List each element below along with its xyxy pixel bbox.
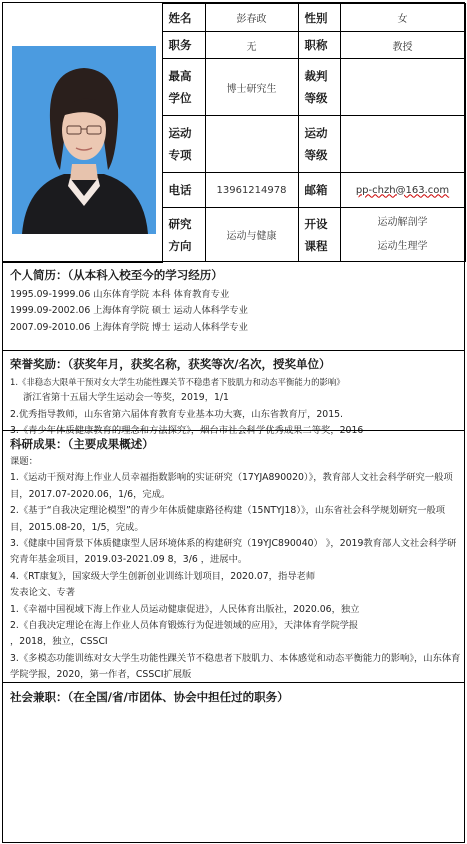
resume-item: 1999.09-2002.06 上海体育学院 硕士 运动人体科学专业 bbox=[10, 305, 248, 317]
cv-form bbox=[2, 2, 465, 843]
research-item: 课题： bbox=[10, 456, 38, 467]
resume-title: 个人简历：（从本科入校至今的学习经历） bbox=[10, 268, 223, 282]
courses-label: 开设 课程 bbox=[298, 208, 340, 262]
awards-section bbox=[3, 350, 465, 437]
research-item: 3.《健康中国背景下体质健康型人居环境体系的构建研究（19YJC890040） 》，2019教育部人文社会科学研究青年基金项目，2019.03-2021.09 8，3/6 ，进展中。 bbox=[10, 538, 457, 566]
title-value: 教授 bbox=[340, 32, 465, 59]
research-item: 1.《幸福中国视域下海上作业人员运动健康促进》，人民体育出版社，2020.06，独立 bbox=[10, 603, 360, 615]
gender-value: 女 bbox=[340, 4, 465, 32]
research-item: ，2018，独立，CSSCI bbox=[10, 636, 108, 648]
position-label: 职务 bbox=[162, 32, 205, 59]
research-item: 4.《RT康复》，国家级大学生创新创业训练计划项目，2020.07，指导老师 bbox=[10, 570, 316, 582]
research-item: 1.《运动干预对海上作业人员幸福指数影响的实证研究（17YJA890020）》，教育部人文社会科学研究一般项目，2017.07-2020.06，1/6，完成。 bbox=[10, 472, 453, 500]
research-section bbox=[3, 430, 465, 683]
research-direction-value: 运动与健康 bbox=[205, 208, 298, 262]
research-direction-label: 研究 方向 bbox=[162, 208, 205, 262]
award-item: 2.优秀指导教师，山东省第六届体育教育专业基本功大赛，山东省教育厅，2015. bbox=[10, 408, 343, 420]
phone-value: 13961214978 bbox=[205, 173, 298, 208]
referee-value bbox=[340, 59, 465, 116]
degree-label: 最高 学位 bbox=[162, 59, 205, 116]
degree-value: 博士研究生 bbox=[205, 59, 298, 116]
courses-value: 运动解剖学 运动生理学 bbox=[340, 208, 465, 262]
referee-label: 裁判 等级 bbox=[298, 59, 340, 116]
athlete-value bbox=[340, 116, 465, 173]
award-item: 浙江省第十五届大学生运动会一等奖，2019，1/1 bbox=[23, 392, 229, 404]
name-label: 姓名 bbox=[162, 4, 205, 32]
resume-item: 1995.09-1999.06 山东体育学院 本科 体育教育专业 bbox=[10, 289, 230, 300]
portrait-photo bbox=[12, 46, 156, 234]
email-label: 邮箱 bbox=[298, 173, 340, 208]
email-value[interactable]: pp-chzh@163.com bbox=[340, 173, 465, 208]
name-value: 彭春政 bbox=[205, 4, 298, 32]
research-item: 2.《自我决定理论在海上作业人员体育锻炼行为促进领域的应用》，天津体育学院学报 bbox=[10, 620, 359, 632]
position-value: 无 bbox=[205, 32, 298, 59]
phone-label: 电话 bbox=[162, 173, 205, 208]
social-title: 社会兼职：（在全国/省/市团体、协会中担任过的职务） bbox=[10, 690, 289, 704]
sport-label: 运动 专项 bbox=[162, 116, 205, 173]
research-title: 科研成果：（主要成果概述） bbox=[10, 437, 154, 451]
awards-title: 荣誉奖励：（获奖年月，获奖名称，获奖等次/名次，授奖单位） bbox=[10, 357, 331, 371]
athlete-label: 运动 等级 bbox=[298, 116, 340, 173]
research-item: 发表论文、专著 bbox=[10, 587, 76, 599]
sport-value bbox=[205, 116, 298, 173]
award-item: 3.《青少年体质健康教育的理念和方法探究》，烟台市社会科学优秀成果二等奖，2016 bbox=[10, 425, 364, 437]
resume-section bbox=[3, 261, 465, 351]
research-item: 3.《多模态功能训练对女大学生功能性踝关节不稳患者下肢肌力、本体感觉和动态平衡能力的影响》，山东体育学院学报，2020，第一作者，CSSCI扩展版 bbox=[10, 652, 461, 681]
resume-item: 2007.09-2010.06 上海体育学院 博士 运动人体科学专业 bbox=[10, 321, 248, 333]
title-label: 职称 bbox=[298, 32, 340, 59]
research-item: 2.《基于“自我决定理论模型”的青少年体质健康路径构建（15NTYJ18）》，山东省社会科学规划研究一般项目，2015.08-20，1/5，完成。 bbox=[10, 505, 446, 533]
award-item: 1.《非稳态大限单干预对女大学生功能性踝关节不稳患者下肢肌力和动态平衡能力的影响》 bbox=[10, 377, 345, 387]
social-section bbox=[3, 682, 465, 843]
gender-label: 性别 bbox=[298, 4, 340, 32]
